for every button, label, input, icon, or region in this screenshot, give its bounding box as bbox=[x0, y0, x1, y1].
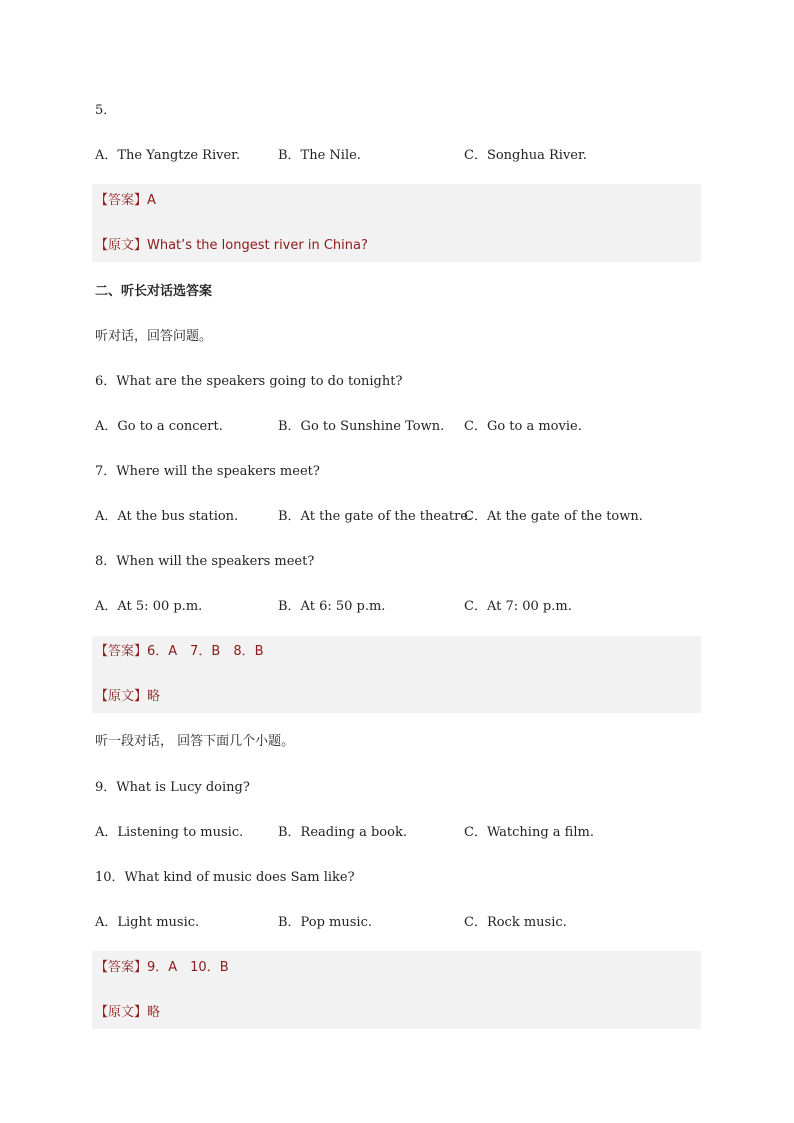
answer-label: 【答案】9．A 10．B bbox=[95, 960, 229, 975]
option-c: C．At 7: 00 p.m. bbox=[464, 599, 572, 614]
option-a: A．At 5: 00 p.m. bbox=[95, 599, 203, 614]
answer-box-q9-10 bbox=[92, 951, 701, 1029]
option-b: B．The Nile. bbox=[278, 148, 361, 163]
original-text-label: 【原文】What’s the longest river in China? bbox=[95, 238, 368, 253]
answer-label: 【答案】6．A 7．B 8．B bbox=[95, 644, 264, 659]
section-heading: 二、听长对话选答案 bbox=[95, 284, 213, 299]
option-a: A．The Yangtze River. bbox=[95, 148, 241, 163]
option-b: B．Go to Sunshine Town. bbox=[278, 419, 445, 434]
original-text-label: 【原文】略 bbox=[95, 1005, 161, 1020]
question-8-options bbox=[95, 598, 701, 616]
option-a: A．Light music. bbox=[95, 915, 200, 930]
question-7-options bbox=[95, 508, 701, 526]
option-c: C．Rock music. bbox=[464, 915, 567, 930]
instruction-text: 听对话，回答问题。 bbox=[95, 329, 213, 344]
option-b: B．Reading a book. bbox=[278, 825, 407, 840]
question-7-text: 7．Where will the speakers meet? bbox=[95, 464, 320, 479]
option-a: A．At the bus station. bbox=[95, 509, 239, 524]
question-9-options bbox=[95, 824, 701, 842]
option-b: B．At 6: 50 p.m. bbox=[278, 599, 386, 614]
answer-label: 【答案】A bbox=[95, 193, 156, 208]
option-a: A．Go to a concert. bbox=[95, 419, 223, 434]
option-c: C．At the gate of the town. bbox=[464, 509, 643, 524]
option-c: C．Go to a movie. bbox=[464, 419, 582, 434]
original-text-label: 【原文】略 bbox=[95, 689, 161, 704]
question-5-number: 5． bbox=[95, 103, 117, 118]
instruction-text-2: 听一段对话， 回答下面几个小题。 bbox=[95, 734, 295, 749]
question-10-options bbox=[95, 914, 701, 932]
answer-box-q6-8 bbox=[92, 636, 701, 713]
option-b: B．Pop music. bbox=[278, 915, 372, 930]
question-9-text: 9．What is Lucy doing? bbox=[95, 780, 250, 795]
question-6-options bbox=[95, 418, 701, 436]
option-b: B．At the gate of the theatre. bbox=[278, 509, 473, 524]
option-c: C．Watching a film. bbox=[464, 825, 594, 840]
question-10-text: 10．What kind of music does Sam like? bbox=[95, 870, 355, 885]
question-6-text: 6．What are the speakers going to do tonight? bbox=[95, 374, 403, 389]
answer-box-q5 bbox=[92, 184, 701, 262]
question-5-options bbox=[95, 147, 701, 165]
option-a: A．Listening to music. bbox=[95, 825, 244, 840]
option-c: C．Songhua River. bbox=[464, 148, 587, 163]
question-8-text: 8．When will the speakers meet? bbox=[95, 554, 315, 569]
